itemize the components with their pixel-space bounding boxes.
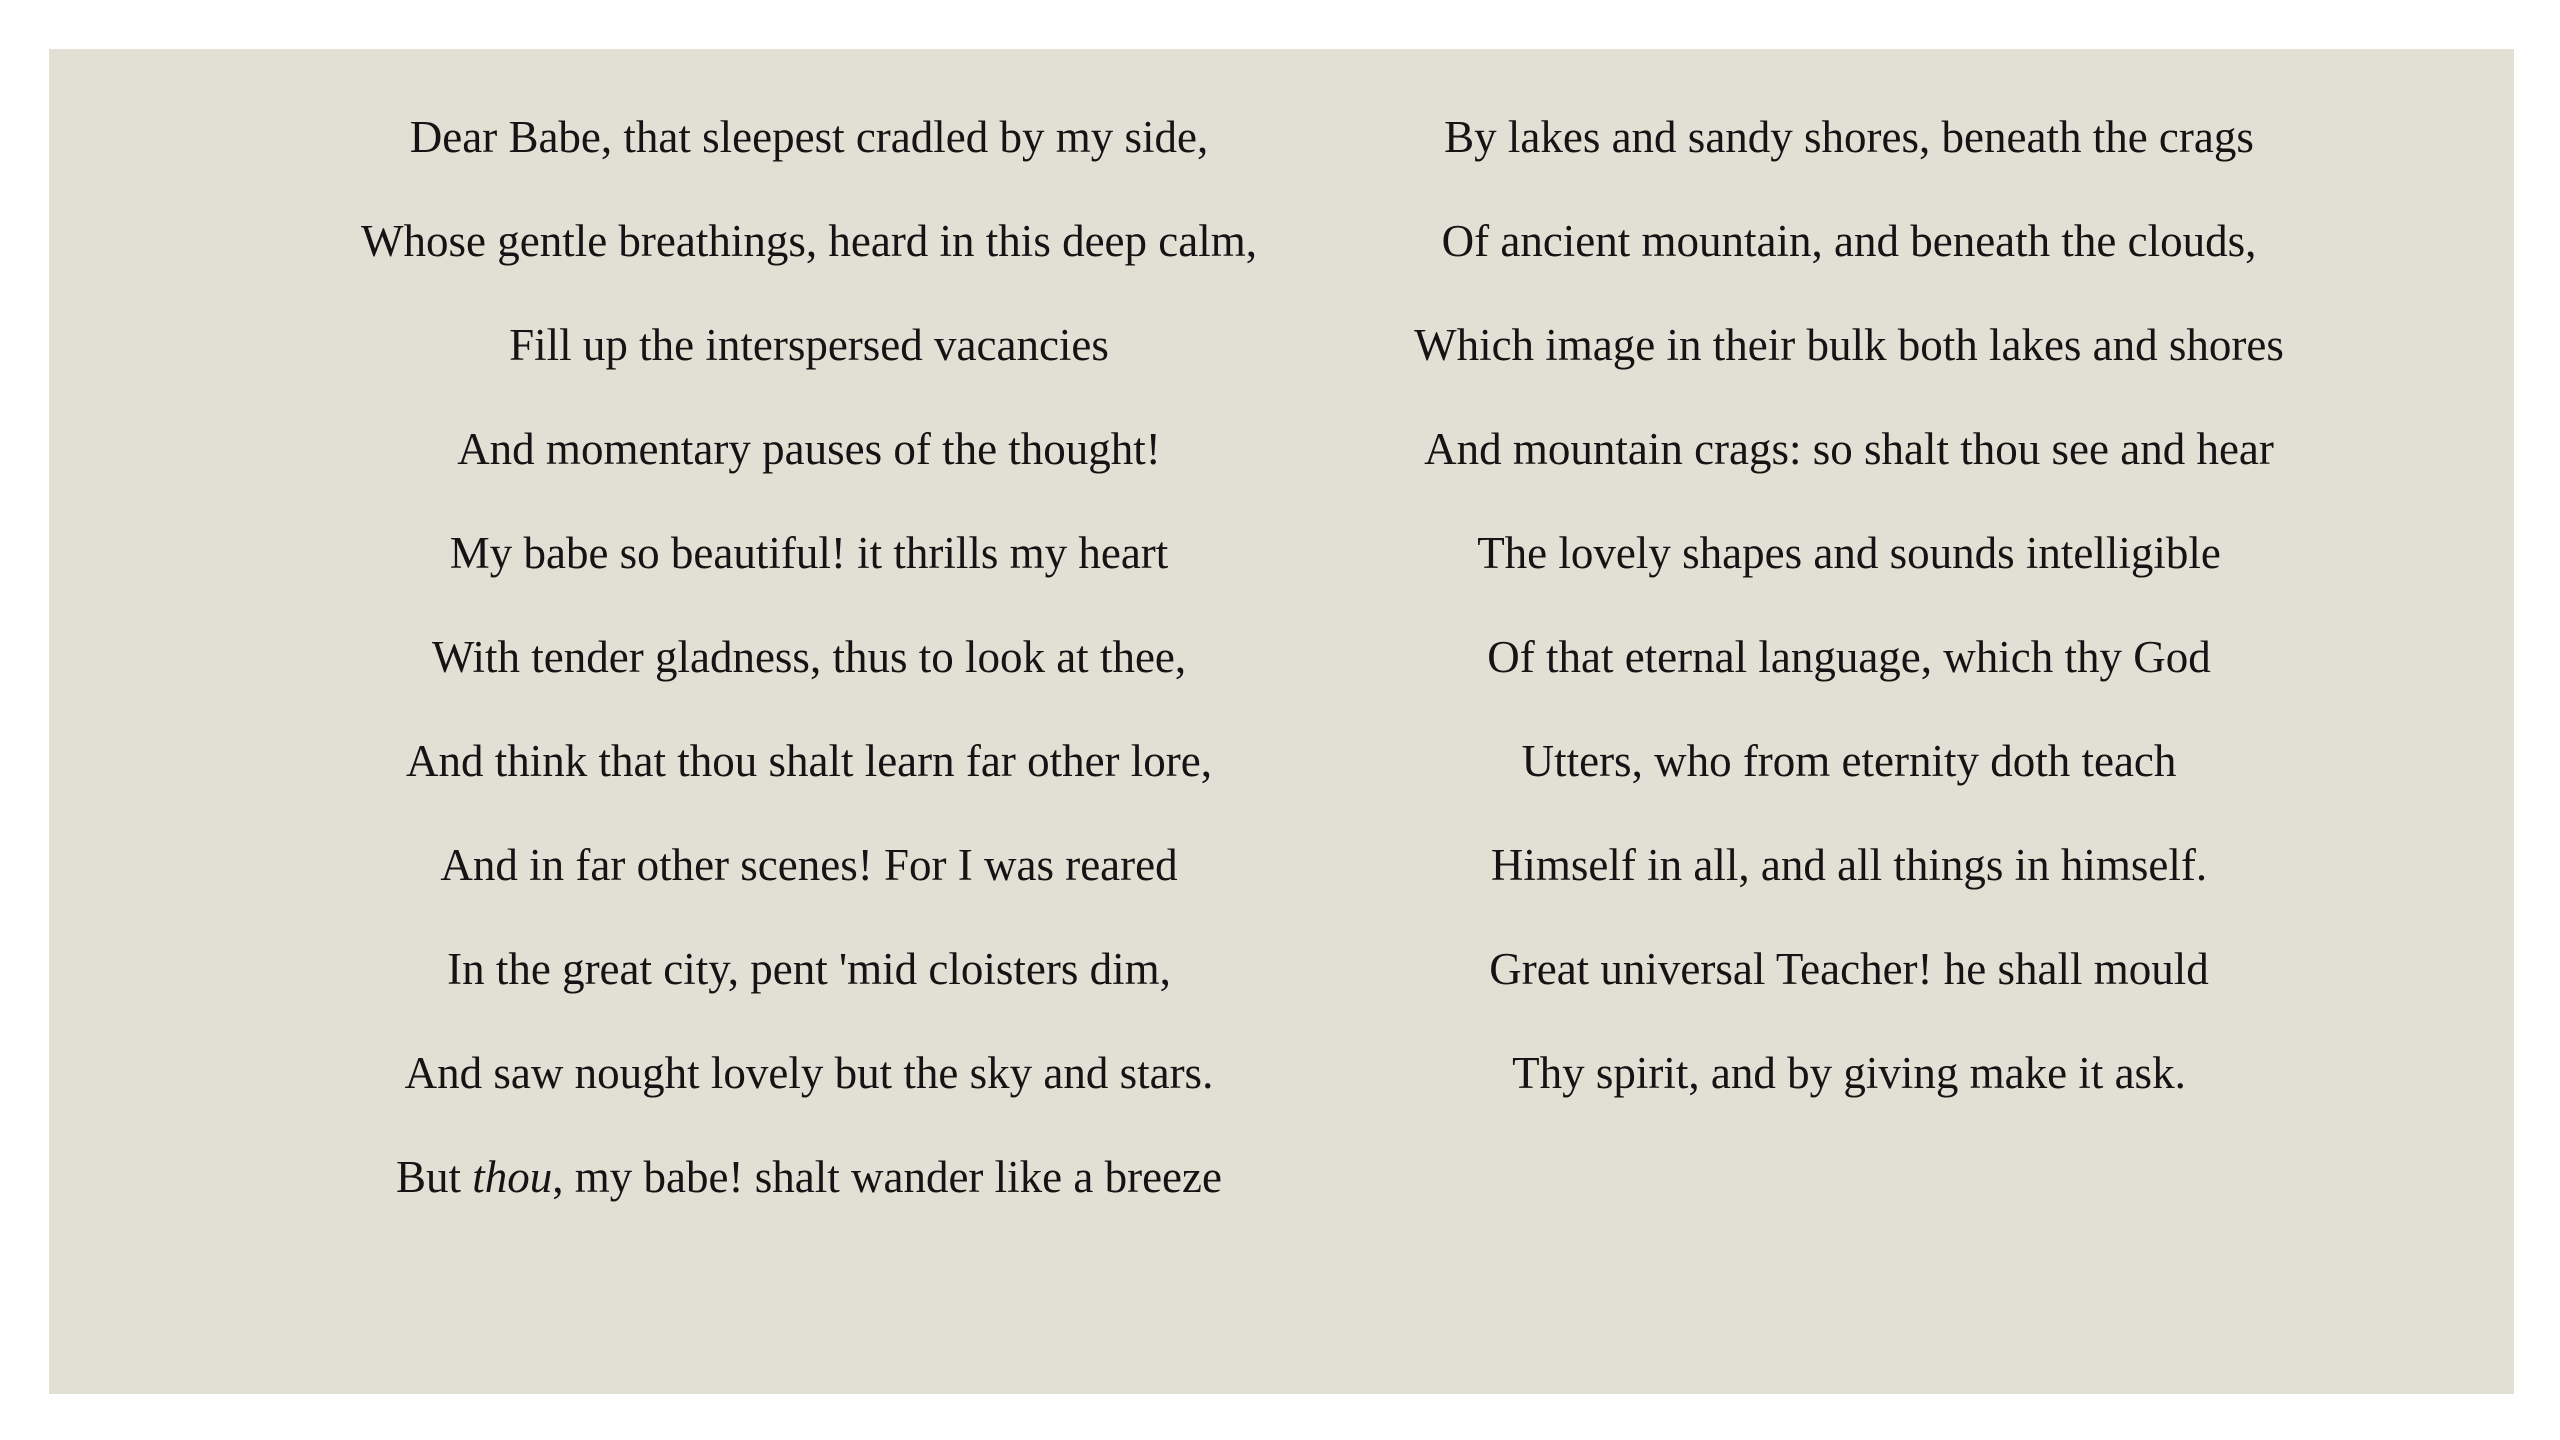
poem-column-left [289, 49, 1329, 1229]
poem-line-last-after: , my babe! shalt wander like a breeze [552, 1152, 1222, 1202]
poem-line: Fill up the interspersed vacancies [509, 320, 1109, 370]
poem-line: With tender gladness, thus to look at thee, [431, 632, 1187, 682]
poem-line: And think that thou shalt learn far other lore, [405, 736, 1213, 786]
poem-line-last-emphasis: thou [472, 1152, 553, 1202]
poem-line: Of that eternal language, which thy God [1487, 632, 2211, 682]
poem-line: In the great city, pent 'mid cloisters dim, [447, 944, 1171, 994]
poem-line: The lovely shapes and sounds intelligible [1477, 528, 2221, 578]
poem-line: And mountain crags: so shalt thou see and hear [1424, 424, 2274, 474]
poem-line: And saw nought lovely but the sky and stars. [404, 1048, 1214, 1098]
poem-column-right [1329, 49, 2369, 1125]
poem-line: Whose gentle breathings, heard in this deep calm, [361, 216, 1257, 266]
poem-line: Thy spirit, and by giving make it ask. [1512, 1048, 2186, 1098]
poem-line: Dear Babe, that sleepest cradled by my side, [409, 112, 1209, 162]
poem-line: And in far other scenes! For I was reared [440, 840, 1178, 890]
poem-line: Great universal Teacher! he shall mould [1489, 944, 2209, 994]
poem-line: Which image in their bulk both lakes and shores [1414, 320, 2284, 370]
poem-line: Himself in all, and all things in himself. [1490, 840, 2208, 890]
poem-line-last [289, 1125, 1329, 1229]
poem-line-last-before: But [396, 1152, 473, 1202]
poem-line: My babe so beautiful! it thrills my heart [449, 528, 1169, 578]
poem-line: Utters, who from eternity doth teach [1521, 736, 2177, 786]
poem-panel [49, 49, 2514, 1394]
poem-line: By lakes and sandy shores, beneath the crags [1444, 112, 2254, 162]
poem-line: Of ancient mountain, and beneath the clouds, [1441, 216, 2257, 266]
poem-line: And momentary pauses of the thought! [457, 424, 1161, 474]
